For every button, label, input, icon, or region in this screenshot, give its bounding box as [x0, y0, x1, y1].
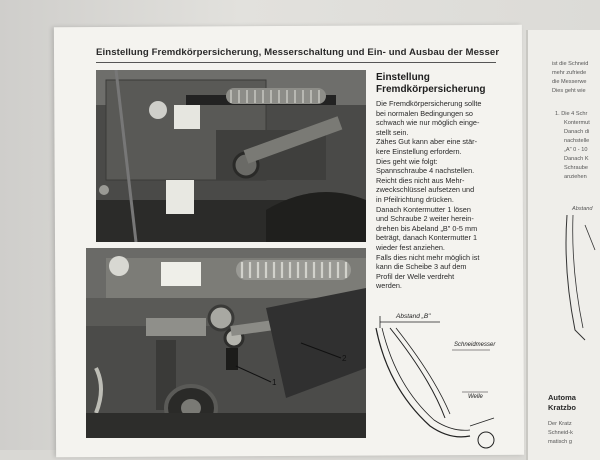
right-label-abstand: Abstand	[572, 206, 593, 212]
right-line: ist die Schneid	[552, 61, 589, 67]
right-line: die Messerwe	[552, 79, 587, 85]
photo-baler-closeup-illustration	[86, 248, 366, 438]
body-line: beträgt, danach Kontermutter 1	[376, 233, 478, 243]
right-diagram	[555, 210, 600, 350]
knife-distance-diagram	[370, 308, 520, 450]
body-line: Die Fremdkörpersicherung sollte	[376, 99, 482, 108]
label-welle: Welle	[468, 394, 483, 400]
section-title-line1: Einstellung	[376, 72, 430, 83]
body-line: Falls dies nicht mehr möglich ist	[376, 252, 480, 262]
body-line: drehen bis Abeland „B" 0-5 mm	[376, 223, 478, 233]
body-line: kann die Scheibe 3 auf dem	[376, 262, 467, 272]
knife-diagram-drawing	[370, 308, 520, 450]
body-line: stellt sein.	[376, 127, 409, 137]
photo-baler-side	[96, 70, 366, 242]
photo-baler-side-illustration	[96, 70, 366, 242]
section-body	[376, 99, 500, 291]
body-line: bei normalen Bedingungen so	[376, 108, 473, 118]
right-line: anziehen	[564, 174, 587, 180]
section-title	[376, 72, 506, 96]
right-line: „A" 0 - 10	[564, 147, 588, 153]
label-abstand: Abstand „B"	[396, 313, 431, 320]
body-line: kere Einstellung erfordern.	[376, 146, 462, 156]
body-line: Profil der Welle verdreht	[376, 271, 455, 281]
body-line: Spannschraube 4 nachstellen.	[376, 166, 475, 176]
label-schneidmesser: Schneidmesser	[454, 342, 496, 348]
right-line: Schraube	[564, 165, 588, 171]
right-line: nachstelle	[564, 138, 590, 144]
right-line: Kontermut	[564, 120, 590, 126]
right-line: matisch g	[548, 439, 572, 445]
heading-rule	[96, 62, 496, 63]
right-bold-line: Kratzbo	[548, 403, 576, 412]
page-heading: Einstellung Fremdkörpersicherung, Messerschaltung und Ein- und Ausbau der Messer	[96, 47, 500, 58]
callout-2: 2	[342, 354, 347, 363]
body-line: Zähes Gut kann aber eine stär-	[376, 137, 477, 147]
body-line: Reicht dies nicht aus Mehr-	[376, 175, 465, 185]
right-line: Schneid-k	[548, 430, 573, 436]
right-bold-line: Automa	[548, 393, 576, 402]
callout-1: 1	[272, 378, 277, 387]
body-line: und Schraube 2 weiter herein-	[376, 214, 474, 224]
right-line: Dies geht wie	[552, 88, 586, 94]
body-line: Danach Kontermutter 1 lösen	[376, 204, 471, 214]
right-line: Danach K	[564, 156, 589, 162]
body-line: schwach wie nur möglich einge-	[376, 118, 480, 128]
right-line: Der Kratz	[548, 421, 572, 427]
body-line: Dies geht wie folgt:	[376, 156, 438, 166]
right-line: 1. Die 4 Schr	[555, 111, 588, 117]
body-line: werden.	[376, 281, 402, 291]
body-line: in Pfeilrichtung drücken.	[376, 194, 454, 204]
body-line: wieder fest anziehen.	[376, 242, 445, 252]
section-title-line2: Fremdkörpersicherung	[376, 84, 486, 95]
right-line: mehr zufriede	[552, 70, 587, 76]
right-line: Danach di	[564, 129, 590, 135]
photo-baler-closeup	[86, 248, 366, 438]
body-line: zweckschlüssel aufsetzen und	[376, 185, 475, 195]
